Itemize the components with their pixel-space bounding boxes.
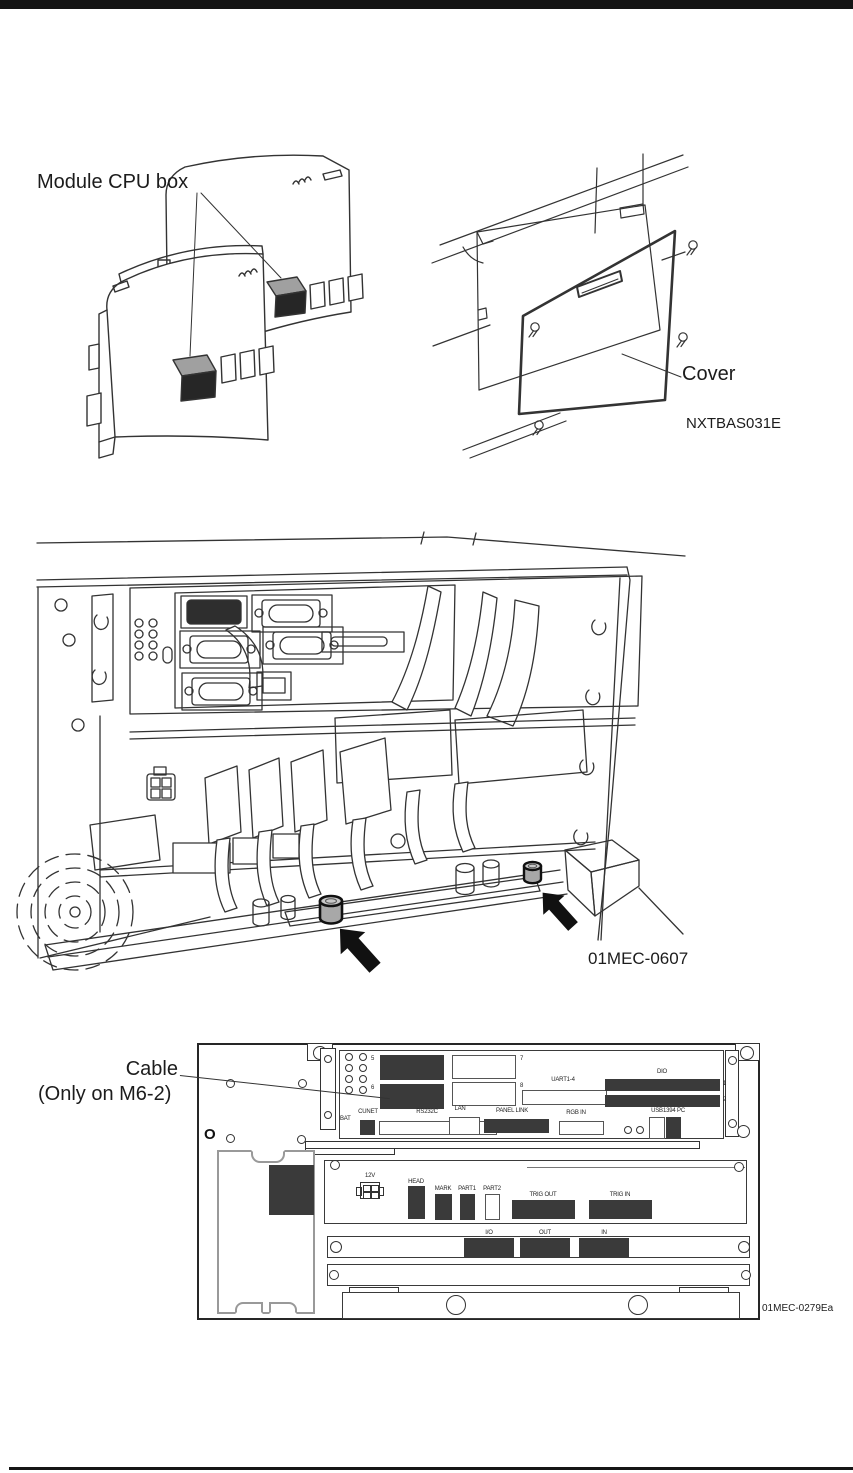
label-rs232c: RS232C xyxy=(416,1109,438,1115)
connector-number: 1 xyxy=(723,1081,727,1087)
connector-in xyxy=(579,1238,629,1258)
bracket-strip xyxy=(320,1048,336,1130)
led-indicator xyxy=(359,1075,367,1083)
led-grid xyxy=(135,619,172,663)
plate-notch xyxy=(269,1302,297,1314)
connector-uart1-4 xyxy=(522,1090,607,1105)
screw-hole xyxy=(324,1111,332,1119)
machine-top-edge xyxy=(37,532,685,587)
cable-label-line2: (Only on M6-2) xyxy=(38,1083,172,1105)
label-trig-out: TRIG OUT xyxy=(529,1192,557,1198)
label-mark: MARK xyxy=(434,1186,452,1192)
left-bracket-strip xyxy=(92,594,113,702)
bracket-strip xyxy=(725,1050,739,1137)
label-io: I/O xyxy=(485,1230,493,1236)
label-12v: 12V xyxy=(364,1173,376,1179)
screw-icon xyxy=(529,323,539,337)
connector-usb xyxy=(649,1117,665,1139)
screw-hole xyxy=(446,1295,466,1315)
thumb-knob xyxy=(320,896,342,924)
page-bottom-rule xyxy=(9,1467,853,1470)
connector-lan xyxy=(449,1117,480,1135)
connector-5 xyxy=(380,1055,444,1080)
led-indicator xyxy=(359,1064,367,1072)
label-part2: PART2 xyxy=(483,1186,501,1192)
power-12v-connector xyxy=(357,1182,383,1199)
handle-slot xyxy=(577,271,622,297)
power-connector-icon xyxy=(147,767,175,800)
connector-trig-in xyxy=(589,1200,652,1219)
module-cpu-box-back xyxy=(267,277,306,317)
figure3-id: 01MEC-0279Ea xyxy=(762,1303,834,1314)
label-usb: USB xyxy=(651,1108,663,1114)
blank-slot-rail xyxy=(327,1264,750,1286)
led-indicator xyxy=(359,1086,367,1094)
module-cpu-box-label: Module CPU box xyxy=(37,171,189,193)
label-in: IN xyxy=(601,1230,607,1236)
connector-7 xyxy=(452,1055,516,1079)
connector-trig-out xyxy=(512,1200,575,1219)
arrow-icon xyxy=(328,918,388,979)
board-step-line xyxy=(527,1167,745,1168)
connector-number: 7 xyxy=(520,1056,524,1062)
label-dio: DIO xyxy=(656,1069,668,1075)
figure2-id: 01MEC-0607 xyxy=(588,949,689,968)
foot-box xyxy=(565,840,683,934)
label-trig-in: TRIG IN xyxy=(609,1192,631,1198)
card-slot-step xyxy=(305,1149,395,1155)
connector-panel-link xyxy=(484,1119,549,1133)
label-bat: BAT xyxy=(340,1116,351,1122)
vent-slots-back xyxy=(310,274,363,309)
screw-hole xyxy=(636,1126,644,1134)
vent-squiggle-icon xyxy=(293,177,311,184)
screw-hole xyxy=(226,1134,235,1143)
led-indicator xyxy=(345,1075,353,1083)
screw-hole xyxy=(728,1056,737,1065)
figure1-id: NXTBAS031E xyxy=(686,415,782,432)
label-1394-pc: 1394 PC xyxy=(663,1108,685,1114)
led-indicator xyxy=(345,1064,353,1072)
connector-number: 5 xyxy=(371,1056,375,1062)
blank-plate xyxy=(217,1150,315,1314)
module-front xyxy=(87,246,274,458)
leader-line xyxy=(622,354,681,377)
connector-8 xyxy=(452,1082,516,1106)
connector-number: 2 xyxy=(723,1097,727,1103)
led-indicator xyxy=(345,1053,353,1061)
screw-hole xyxy=(741,1270,751,1280)
rear-panel xyxy=(477,154,685,390)
led-indicator xyxy=(359,1053,367,1061)
label-uart1-4: UART1-4 xyxy=(551,1077,575,1083)
connector-part1 xyxy=(460,1194,475,1220)
screw-hole xyxy=(734,1162,744,1172)
plate-notch xyxy=(235,1302,263,1314)
screw-hole xyxy=(297,1135,306,1144)
connector-io xyxy=(464,1238,514,1258)
connector-6 xyxy=(380,1084,444,1109)
connector-head xyxy=(408,1186,425,1219)
screw-hole xyxy=(740,1046,754,1060)
screw-hole xyxy=(728,1119,737,1128)
module-cpu-box-drawing xyxy=(35,150,430,460)
label-panel-link: PANEL LINK xyxy=(495,1108,529,1114)
connector-1394-pc xyxy=(666,1117,681,1139)
connector-cunet xyxy=(360,1120,375,1135)
ribbon-cables xyxy=(392,586,539,726)
label-head: HEAD xyxy=(408,1179,424,1185)
plate-module xyxy=(269,1165,314,1215)
cable-label-line1: Cable xyxy=(125,1058,178,1080)
label-out: OUT xyxy=(538,1230,552,1236)
page-top-rule xyxy=(0,0,853,9)
screw-hole xyxy=(624,1126,632,1134)
screw-hole xyxy=(737,1125,750,1138)
stud-cylinder xyxy=(253,860,499,926)
screw-icon xyxy=(687,241,697,255)
screw-holes-left xyxy=(55,599,84,731)
screw-hole xyxy=(330,1160,340,1170)
cover-label: Cover xyxy=(682,363,736,385)
chassis-right-edge xyxy=(574,567,630,940)
screw-icon xyxy=(677,333,687,347)
machine-edge-lines xyxy=(432,155,688,458)
label-rgb-in: RGB IN xyxy=(566,1110,586,1116)
connector-out xyxy=(520,1238,570,1258)
panel-letter-o: O xyxy=(204,1126,216,1143)
screw-hole xyxy=(324,1055,332,1063)
label-cunet: CUNET xyxy=(358,1109,378,1115)
screw-hole xyxy=(298,1079,307,1088)
thumb-knob xyxy=(524,862,541,883)
dio-bar-2 xyxy=(605,1095,720,1107)
label-part1: PART1 xyxy=(458,1186,476,1192)
screw-hole xyxy=(329,1270,339,1280)
connector-number: 8 xyxy=(520,1083,524,1089)
cable-connector xyxy=(181,596,263,688)
plate-notch xyxy=(251,1150,285,1163)
rear-view-drawing xyxy=(35,520,825,970)
connector-part2 xyxy=(485,1194,500,1220)
cover-drawing xyxy=(430,150,853,460)
rear-panel-diagram xyxy=(197,1043,760,1320)
connector-mark xyxy=(435,1194,452,1220)
dio-bar-1 xyxy=(605,1079,720,1091)
card-slot-bar xyxy=(305,1141,700,1149)
screw-hole xyxy=(628,1295,648,1315)
screw-hole xyxy=(330,1241,342,1253)
connector-number: 6 xyxy=(371,1085,375,1091)
connector-rgb-in xyxy=(559,1121,604,1135)
screw-hole xyxy=(738,1241,750,1253)
bottom-plate xyxy=(342,1292,740,1319)
label-lan: LAN xyxy=(454,1106,466,1112)
